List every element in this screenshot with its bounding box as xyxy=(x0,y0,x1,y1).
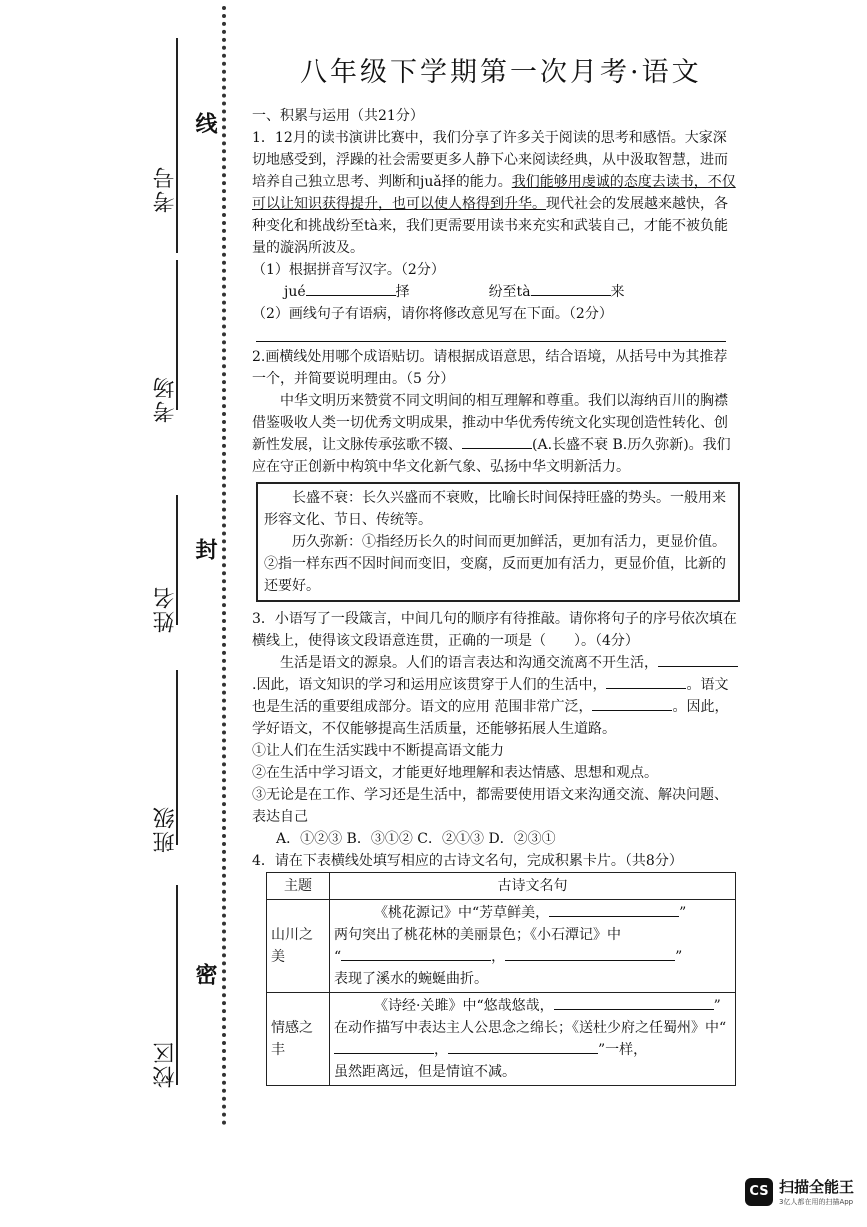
exam-content xyxy=(252,105,740,1086)
q3-option-1: ①让人们在生活实践中不断提高语文能力 xyxy=(252,743,504,759)
q3-p3: 。语文也是生活的重要组成部分。语文的应用 范围非常广泛， xyxy=(252,677,729,715)
camscanner-logo-icon: CS xyxy=(745,1178,773,1206)
row2-topic: 情感之丰 xyxy=(267,993,330,1086)
q1-blanks xyxy=(252,281,740,303)
q2-passage xyxy=(252,390,740,478)
accumulation-card-table xyxy=(266,872,736,1086)
row2-blank-1[interactable] xyxy=(554,995,714,1010)
q3-prompt: 3．小语写了一段箴言，中间几句的顺序有待推敲。请你将句子的序号依次填在横线上，使得该文段语意连贯，正确的一项是（ ）。（4分） xyxy=(252,611,737,649)
watermark-text xyxy=(779,1176,854,1207)
seal-line-char: 线 xyxy=(192,112,218,134)
blank-a-suffix: 择 xyxy=(395,284,410,300)
q3-blank-1[interactable] xyxy=(658,652,738,667)
name-line xyxy=(176,495,178,625)
q3-blank-3[interactable] xyxy=(592,696,672,711)
q1-answer-line[interactable] xyxy=(256,327,726,342)
row1-content: 《桃花源记》中“芳草鲜美， ” 两句突出了桃花林的美丽景色；《小石潭记》中 “ ， ” 表现了溪水的蜿蜒曲折。 xyxy=(330,900,736,993)
exam-room-line xyxy=(176,260,178,410)
q3-p1: 生活是语文的源泉。人们的语言表达和沟通交流离不开生活， xyxy=(280,655,658,671)
q1-sub2: （2）画线句子有语病，请你将修改意见写在下面。（2分） xyxy=(252,306,613,322)
q3-option-3: ③无论是在工作、学习还是生活中，都需要使用语文来沟通交流、解决问题、表达自己 xyxy=(252,787,728,825)
q3-p4: 。因此，学好语文，不仅能够提高生活质量，还能够拓展人生道路。 xyxy=(252,699,729,737)
definition-changsheng: 长盛不衰：长久兴盛而不衰败，比喻长时间保持旺盛的势头。一般用来形容文化、节日、传统等。 xyxy=(264,490,726,528)
row2-line-d: 虽然距离远，但是情谊不减。 xyxy=(334,1064,516,1080)
header-quote: 古诗文名句 xyxy=(330,873,736,900)
q2-passage-after: (A.长盛不衰 B.历久弥新)。我们应在守正创新中构筑中华文化新气象、弘扬中华文明新活力。 xyxy=(252,437,731,475)
watermark-sub: 3亿人都在用的扫描App xyxy=(779,1198,854,1206)
row1-blank-2[interactable] xyxy=(341,946,491,961)
exam-title: 八年级下学期第一次月考·语文 xyxy=(300,57,702,88)
class-label: 班级 xyxy=(153,805,178,853)
q3-p2: .因此，语文知识的学习和运用应该贯穿于人们的生活中， xyxy=(252,677,607,693)
q2-passage-before: 中华文明历来赞赏不同文明间的相互理解和尊重。我们以海纳百川的胸襟借鉴吸收人类一切优秀文明成果，推动中华优秀传统文化实现创造性转化、创新性发展，让文脉传承弦歌不辍、 xyxy=(252,393,728,453)
q3-blank-2[interactable] xyxy=(606,674,686,689)
row2-content: 《诗经·关雎》中“悠哉悠哉， ” 在动作描写中表达主人公思念之绵长；《送杜少府之任蜀州》中“， ”一样， 虽然距离远，但是情谊不减。 xyxy=(330,993,736,1086)
watermark-name: 扫描全能王 xyxy=(779,1178,855,1196)
row1-blank-3[interactable] xyxy=(505,946,675,961)
q3-option-2: ②在生活中学习语文，才能更好地理解和表达情感、思想和观点。 xyxy=(252,765,658,781)
blank-b-prefix: 纷至tà xyxy=(488,284,531,300)
blank-a-prefix: jué xyxy=(284,284,306,300)
definition-lijiu: 历久弥新：①指经历长久的时间而更加鲜活，更加有活力，更显价值。②指一样东西不因时间而变旧，变腐，反而更加有活力，更显价值，比新的还要好。 xyxy=(264,534,726,594)
blank-a[interactable] xyxy=(306,281,396,296)
exam-room-label: 考场 xyxy=(153,375,178,423)
row2-blank-2[interactable] xyxy=(334,1039,434,1054)
blank-b[interactable] xyxy=(531,281,611,296)
row2-blank-3[interactable] xyxy=(448,1039,598,1054)
scanner-watermark xyxy=(745,1176,854,1207)
exam-number-label: 考号 xyxy=(153,165,178,213)
q3-passage xyxy=(252,652,740,740)
q1-underlined-sentence: 我们能够用虔诚的态度去读书，不仅可以让知识获得提升，也可以使人格得到升华。 xyxy=(252,174,736,212)
idiom-definition-box xyxy=(256,482,740,602)
row1-line-b: 两句突出了桃花林的美丽景色；《小石潭记》中 xyxy=(334,927,621,943)
q1-passage xyxy=(252,127,740,259)
row2-line-c: ”一样， xyxy=(598,1042,648,1058)
binding-dotted-line xyxy=(222,6,226,1126)
q3-choices: A．①②③ B．③①② C．②①③ D．②③① xyxy=(276,831,556,847)
campus-label: 校区 xyxy=(153,1040,178,1088)
class-line xyxy=(176,670,178,845)
campus-line xyxy=(176,885,178,1085)
row1-blank-1[interactable] xyxy=(549,902,679,917)
blank-b-suffix: 来 xyxy=(610,284,625,300)
q2-blank[interactable] xyxy=(462,434,532,449)
row2-line-b: 在动作描写中表达主人公思念之绵长；《送杜少府之任蜀州》中“ xyxy=(334,1020,727,1036)
q1-intro: 1．12月的读书演讲比赛中，我们分享了许多关于阅读的思考和感悟。大家深切地感受到，浮躁的社会需要更多人静下心来阅读经典，从中汲取智慧，进而培养自己独立思考、判断和juǎ择的能力。 xyxy=(252,130,728,190)
row1-topic: 山川之美 xyxy=(267,900,330,993)
row1-line-c: 表现了溪水的蜿蜒曲折。 xyxy=(334,971,488,987)
q2-prompt: 2.画横线处用哪个成语贴切。请根据成语意思，结合语境，从括号中为其推荐一个，并简要说明理由。（5 分） xyxy=(252,349,728,387)
section-heading: 一、积累与运用（共21分） xyxy=(252,108,424,124)
q1-sub1: （1）根据拼音写汉字。（2分） xyxy=(252,262,445,278)
exam-number-line xyxy=(176,38,178,253)
seal-seal-char: 封 xyxy=(192,538,218,560)
q1-rest: 现代社会的发展越来越快，各种变化和挑战纷至tà来，我们更需要用读书来充实和武装自己，才能不被负能量的漩涡所波及。 xyxy=(252,196,728,256)
header-topic: 主题 xyxy=(267,873,330,900)
row2-line-a: 《诗经·关雎》中“悠哉悠哉， xyxy=(374,998,554,1014)
seal-close-char: 密 xyxy=(192,963,218,985)
name-label: 姓名 xyxy=(153,585,178,633)
row1-line-a: 《桃花源记》中“芳草鲜美， xyxy=(374,905,550,921)
q4-prompt: 4．请在下表横线处填写相应的古诗文名句，完成积累卡片。（共8分） xyxy=(252,853,683,869)
